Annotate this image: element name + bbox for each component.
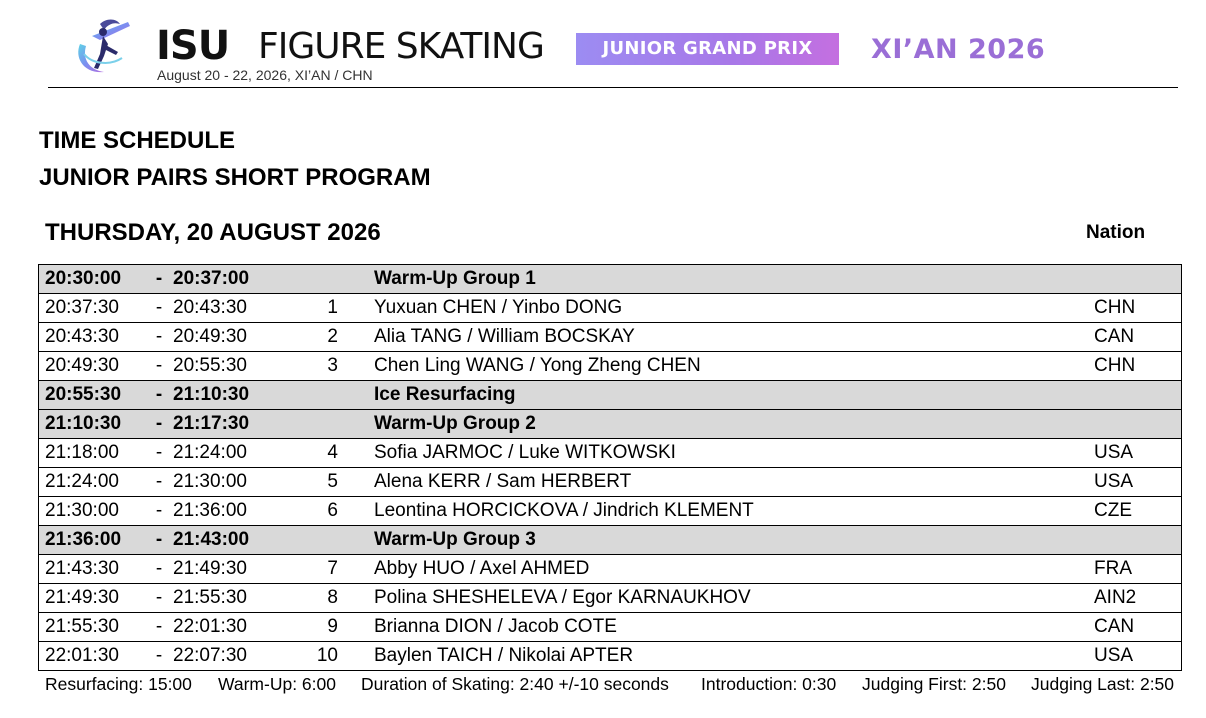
row-start-number	[273, 410, 363, 439]
schedule-skater-row	[39, 323, 1182, 352]
row-time-separator: -	[145, 439, 173, 468]
row-start-number: 4	[273, 439, 363, 468]
schedule-skater-row	[39, 642, 1182, 671]
schedule-skater-row	[39, 497, 1182, 526]
row-start-number: 2	[273, 323, 363, 352]
row-end-time: 21:30:00	[173, 468, 273, 497]
row-start-time: 20:43:30	[39, 323, 146, 352]
schedule-break-row	[39, 410, 1182, 439]
row-start-number: 7	[273, 555, 363, 584]
row-start-time: 21:36:00	[39, 526, 146, 555]
row-entry-name: Yuxuan CHEN / Yinbo DONG	[363, 294, 1094, 323]
row-time-separator: -	[145, 381, 173, 410]
row-time-separator: -	[145, 294, 173, 323]
row-time-separator: -	[145, 468, 173, 497]
row-start-time: 21:43:30	[39, 555, 146, 584]
document-subtitle: JUNIOR PAIRS SHORT PROGRAM	[39, 164, 431, 191]
header-divider	[48, 87, 1178, 88]
page-header	[0, 0, 1206, 90]
schedule-skater-row	[39, 294, 1182, 323]
row-start-number	[273, 526, 363, 555]
row-start-number: 1	[273, 294, 363, 323]
row-start-time: 21:55:30	[39, 613, 146, 642]
row-end-time: 21:17:30	[173, 410, 273, 439]
row-time-separator: -	[145, 555, 173, 584]
row-entry-name: Alia TANG / William BOCSKAY	[363, 323, 1094, 352]
row-entry-name: Abby HUO / Axel AHMED	[363, 555, 1094, 584]
schedule-skater-row	[39, 584, 1182, 613]
schedule-day: THURSDAY, 20 AUGUST 2026	[45, 219, 381, 246]
schedule-break-row	[39, 381, 1182, 410]
row-start-time: 21:18:00	[39, 439, 146, 468]
row-end-time: 22:07:30	[173, 642, 273, 671]
footer-introduction: Introduction: 0:30	[701, 674, 837, 694]
schedule-break-row	[39, 265, 1182, 294]
footer-judging-first: Judging First: 2:50	[862, 674, 1006, 694]
row-time-separator: -	[145, 642, 173, 671]
row-nation: CZE	[1094, 497, 1182, 526]
schedule-skater-row	[39, 468, 1182, 497]
row-time-separator: -	[145, 497, 173, 526]
schedule-break-row	[39, 526, 1182, 555]
schedule-skater-row	[39, 352, 1182, 381]
row-entry-name: Polina SHESHELEVA / Egor KARNAUKHOV	[363, 584, 1094, 613]
skater-logo-icon	[70, 14, 140, 78]
document-title: TIME SCHEDULE	[39, 127, 236, 154]
row-end-time: 21:49:30	[173, 555, 273, 584]
row-start-time: 20:37:30	[39, 294, 146, 323]
row-start-number: 3	[273, 352, 363, 381]
row-nation: USA	[1094, 468, 1182, 497]
row-start-number: 9	[273, 613, 363, 642]
schedule-footer	[0, 673, 1206, 695]
row-nation: USA	[1094, 642, 1182, 671]
footer-resurfacing: Resurfacing: 15:00	[45, 674, 192, 694]
row-start-time: 21:24:00	[39, 468, 146, 497]
row-end-time: 22:01:30	[173, 613, 273, 642]
row-start-time: 21:10:30	[39, 410, 146, 439]
row-nation: CAN	[1094, 613, 1182, 642]
row-start-time: 21:30:00	[39, 497, 146, 526]
row-end-time: 20:55:30	[173, 352, 273, 381]
row-nation: USA	[1094, 439, 1182, 468]
row-entry-name: Alena KERR / Sam HERBERT	[363, 468, 1094, 497]
row-end-time: 21:36:00	[173, 497, 273, 526]
row-start-number: 5	[273, 468, 363, 497]
row-start-time: 22:01:30	[39, 642, 146, 671]
series-badge: JUNIOR GRAND PRIX	[576, 33, 839, 65]
row-end-time: 20:37:00	[173, 265, 273, 294]
row-end-time: 21:55:30	[173, 584, 273, 613]
row-time-separator: -	[145, 584, 173, 613]
row-entry-name: Baylen TAICH / Nikolai APTER	[363, 642, 1094, 671]
row-start-number: 6	[273, 497, 363, 526]
row-end-time: 20:43:30	[173, 294, 273, 323]
row-start-number	[273, 265, 363, 294]
row-nation	[1094, 410, 1182, 439]
isu-brand: ISU	[156, 23, 230, 69]
row-time-separator: -	[145, 323, 173, 352]
row-time-separator: -	[145, 265, 173, 294]
row-nation: CHN	[1094, 294, 1182, 323]
row-nation: CAN	[1094, 323, 1182, 352]
row-start-number: 8	[273, 584, 363, 613]
row-nation	[1094, 526, 1182, 555]
row-entry-name: Sofia JARMOC / Luke WITKOWSKI	[363, 439, 1094, 468]
event-city-year: XI’AN 2026	[871, 34, 1046, 65]
row-nation	[1094, 265, 1182, 294]
row-end-time: 21:24:00	[173, 439, 273, 468]
event-dateline: August 20 - 22, 2026, XI’AN / CHN	[157, 67, 373, 83]
row-entry-name: Warm-Up Group 3	[363, 526, 1094, 555]
row-start-time: 20:30:00	[39, 265, 146, 294]
row-end-time: 20:49:30	[173, 323, 273, 352]
row-nation: CHN	[1094, 352, 1182, 381]
row-end-time: 21:43:00	[173, 526, 273, 555]
row-entry-name: Ice Resurfacing	[363, 381, 1094, 410]
row-time-separator: -	[145, 410, 173, 439]
row-time-separator: -	[145, 613, 173, 642]
row-start-number: 10	[273, 642, 363, 671]
row-nation	[1094, 381, 1182, 410]
row-start-time: 21:49:30	[39, 584, 146, 613]
footer-judging-last: Judging Last: 2:50	[1031, 674, 1175, 694]
row-start-number	[273, 381, 363, 410]
row-entry-name: Leontina HORCICKOVA / Jindrich KLEMENT	[363, 497, 1094, 526]
row-time-separator: -	[145, 526, 173, 555]
footer-duration: Duration of Skating: 2:40 +/-10 seconds	[361, 674, 669, 694]
row-entry-name: Brianna DION / Jacob COTE	[363, 613, 1094, 642]
schedule-skater-row	[39, 613, 1182, 642]
row-nation: FRA	[1094, 555, 1182, 584]
row-nation: AIN2	[1094, 584, 1182, 613]
brand-title: FIGURE SKATING	[258, 26, 544, 67]
row-entry-name: Warm-Up Group 1	[363, 265, 1094, 294]
schedule-skater-row	[39, 439, 1182, 468]
schedule-table	[38, 264, 1182, 671]
footer-warmup: Warm-Up: 6:00	[218, 674, 336, 694]
nation-column-header: Nation	[1086, 222, 1146, 243]
schedule-skater-row	[39, 555, 1182, 584]
row-entry-name: Chen Ling WANG / Yong Zheng CHEN	[363, 352, 1094, 381]
row-start-time: 20:55:30	[39, 381, 146, 410]
row-time-separator: -	[145, 352, 173, 381]
row-entry-name: Warm-Up Group 2	[363, 410, 1094, 439]
row-start-time: 20:49:30	[39, 352, 146, 381]
row-end-time: 21:10:30	[173, 381, 273, 410]
